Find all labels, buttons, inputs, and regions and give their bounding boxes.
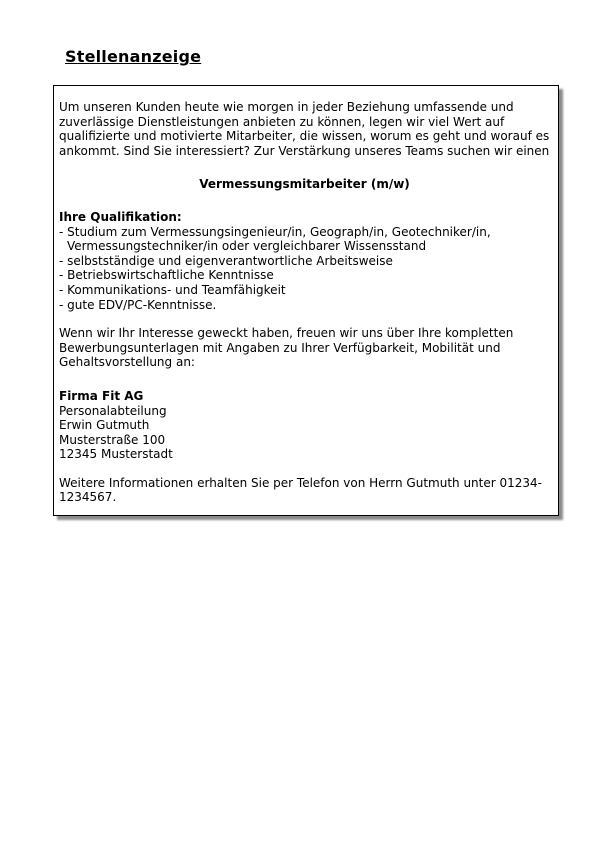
job-ad-box — [53, 85, 559, 516]
contact-address — [59, 389, 550, 462]
page-title: Stellenanzeige — [65, 47, 202, 66]
street-address: Musterstraße 100 — [59, 432, 166, 447]
more-info-paragraph: Weitere Informationen erhalten Sie per Telefon von Herrn Gutmuth unter 01234-1234567. — [59, 475, 542, 505]
qualification-list — [59, 225, 550, 313]
department: Personalabteilung — [59, 403, 167, 418]
city-address: 12345 Musterstadt — [59, 447, 173, 462]
qualification-heading: Ihre Qualifikation: — [59, 209, 182, 224]
qualification-item: - gute EDV/PC-Kenntnisse. — [59, 298, 550, 313]
intro-paragraph: Um unseren Kunden heute wie morgen in jeder Beziehung umfassende und zuverlässige Dienstleistungen anbieten zu können, legen wir viel Wert auf qualifizierte und motivierte Mitarbeiter, die wissen, worum es geht und worauf es ankommt. Sind Sie interessiert? Zur Verstärkung unseres Teams suchen wir einen — [59, 100, 550, 158]
qualification-item: - Betriebswirtschaftliche Kenntnisse — [59, 268, 550, 283]
contact-person: Erwin Gutmuth — [59, 418, 150, 433]
position-title: Vermessungsmitarbeiter (m/w) — [199, 177, 410, 192]
qualification-item: - selbstständige und eigenverantwortliche Arbeitsweise — [59, 254, 550, 269]
qualification-item: - Studium zum Vermessungsingenieur/in, Geograph/in, Geotechniker/in, Vermessungstechniker/in oder vergleichbarer Wissensstand — [59, 225, 550, 254]
company-name: Firma Fit AG — [59, 388, 144, 403]
qualification-item: - Kommunikations- und Teamfähigkeit — [59, 283, 550, 298]
interest-paragraph: Wenn wir Ihr Interesse geweckt haben, freuen wir uns über Ihre kompletten Bewerbungsunterlagen mit Angaben zu Ihrer Verfügbarkeit, Mobilität und Gehaltsvorstellung an: — [59, 326, 514, 370]
